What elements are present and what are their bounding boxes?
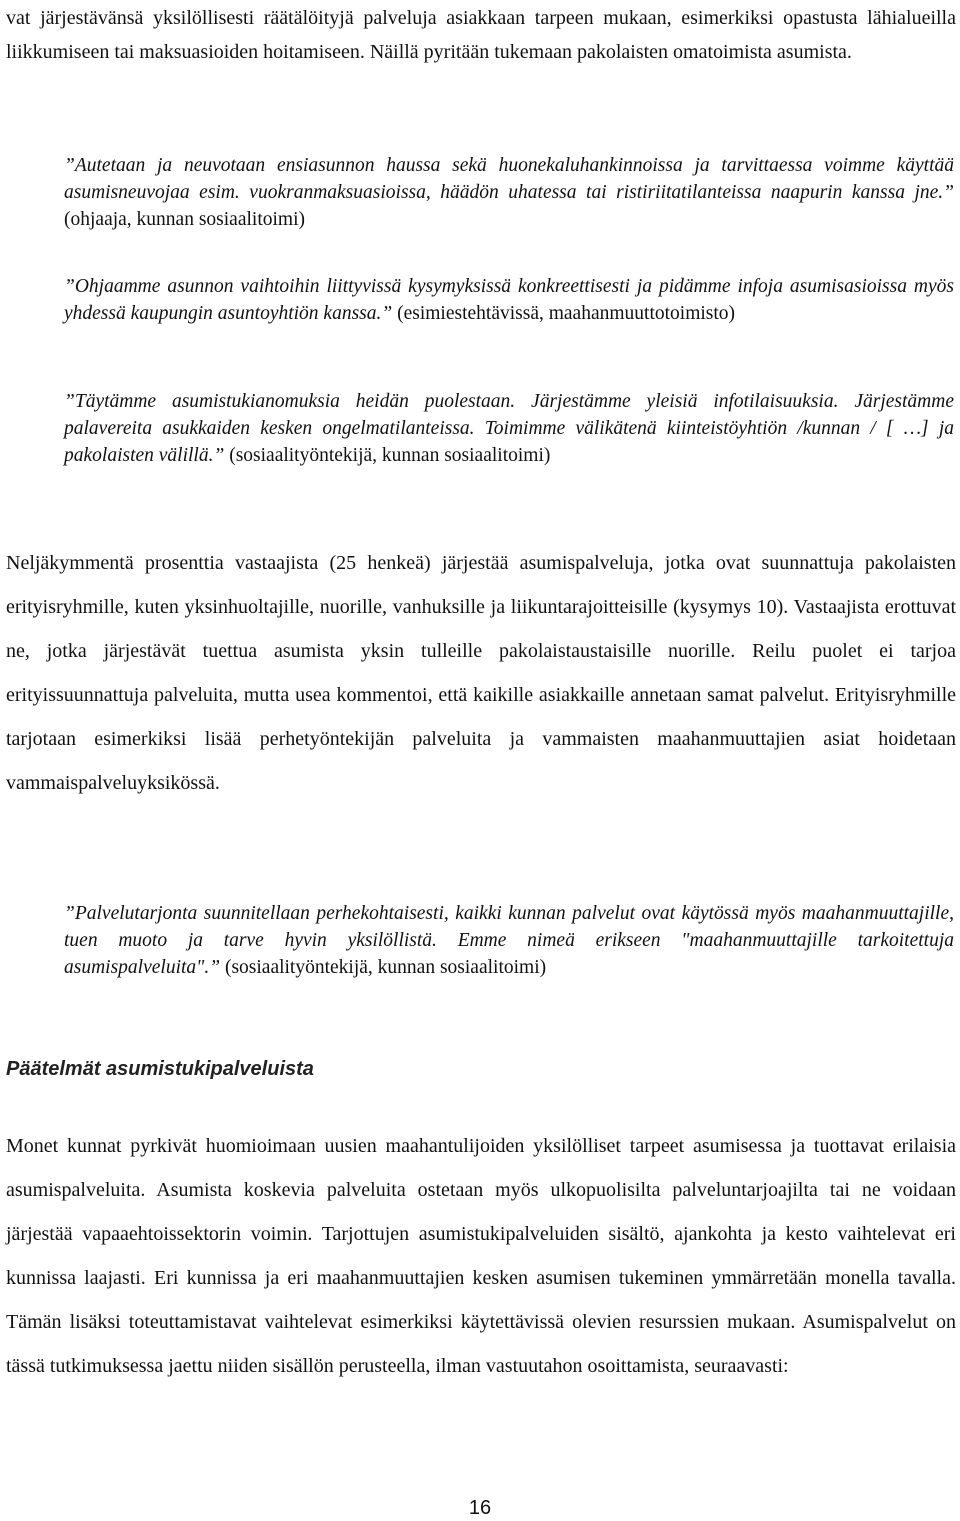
quote-2 <box>64 273 954 327</box>
quote-3-text: ”Täytämme asumistukianomuksia heidän puolestaan. Järjestämme yleisiä infotilaisuuksia. Järjestämme palavereita asukkaiden kesken ongelmatilanteissa. Toimimme välikätenä kiinteistöyhtiön /kunnan / [ …] ja pakolaisten välillä.” <box>64 391 954 466</box>
quote-2-source: (esimiestehtävissä, maahanmuuttotoimisto) <box>392 303 736 324</box>
body-paragraph-1: Neljäkymmentä prosenttia vastaajista (25 henkeä) järjestää asumispalveluja, jotka ovat suunnattuja pakolaisten erityisryhmille, kuten yksinhuoltajille, nuorille, vanhuksille ja liikuntarajoitteisille (kysymys 10). Vastaajista erottuvat ne, jotka järjestävät tuettua asumista yksin tulleille pakolaistaustaisille nuorille. Reilu puolet ei tarjoa erityissuunnattuja palveluita, mutta usea kommentoi, että kaikille asiakkaille annetaan samat palvelut. Erityisryhmille tarjotaan esimerkiksi lisää perhetyöntekijän palveluita ja vammaisten maahanmuuttajien asiat hoidetaan vammaispalveluyksikössä. <box>6 552 956 794</box>
quote-1-text: ”Autetaan ja neuvotaan ensiasunnon haussa sekä huonekaluhankinnoissa ja tarvittaessa voimme käyttää asumisneuvojaa esim. vuokranmaksuasioissa, häädön uhatessa tai ristiriitatilanteissa naapurin kanssa jne.” <box>64 155 954 203</box>
quote-3-source: (sosiaalityöntekijä, kunnan sosiaalitoimi) <box>224 445 551 466</box>
intro-paragraph: vat järjestävänsä yksilöllisesti räätälöityjä palveluja asiakkaan tarpeen mukaan, esimerkiksi opastusta lähialueilla liikkumiseen tai maksuasioiden hoitamiseen. Näillä pyritään tukemaan pakolaisten omatoimista asumista. <box>6 7 956 63</box>
quote-1-source: (ohjaaja, kunnan sosiaalitoimi) <box>64 209 305 230</box>
quote-4-text: ”Palvelutarjonta suunnitellaan perhekohtaisesti, kaikki kunnan palvelut ovat käytössä myös maahanmuuttajille, tuen muoto ja tarve hyvin yksilöllistä. Emme nimeä erikseen "maahanmuuttajille tarkoitettuja asumispalveluita".” <box>64 903 954 978</box>
body-paragraph-2: Monet kunnat pyrkivät huomioimaan uusien maahantulijoiden yksilölliset tarpeet asumisessa ja tuottavat erilaisia asumispalveluita. Asumista koskevia palveluita ostetaan myös ulkopuolisilta palveluntarjoajilta tai ne voidaan järjestää vapaaehtoissektorin voimin. Tarjottujen asumistukipalveluiden sisältö, ajankohta ja kesto vaihtelevat eri kunnissa laajasti. Eri kunnissa ja eri maahanmuuttajien kesken asumisen tukeminen ymmärretään monella tavalla. Tämän lisäksi toteuttamistavat vaihtelevat esimerkiksi käytettävissä olevien resurssien mukaan. Asumispalvelut on tässä tutkimuksessa jaettu niiden sisällön perusteella, ilman vastuutahon osoittamista, seuraavasti: <box>6 1135 956 1377</box>
section-heading: Päätelmät asumistukipalveluista <box>6 1058 314 1080</box>
page-number: 16 <box>468 1497 492 1519</box>
quote-4 <box>64 900 954 981</box>
quote-4-source: (sosiaalityöntekijä, kunnan sosiaalitoimi) <box>220 957 547 978</box>
quote-1 <box>64 152 954 233</box>
quote-2-text: ”Ohjaamme asunnon vaihtoihin liittyvissä kysymyksissä konkreettisesti ja pidämme infoja asumisasioissa myös yhdessä kaupungin asuntoyhtiön kanssa.” <box>64 276 954 324</box>
quote-3 <box>64 388 954 469</box>
